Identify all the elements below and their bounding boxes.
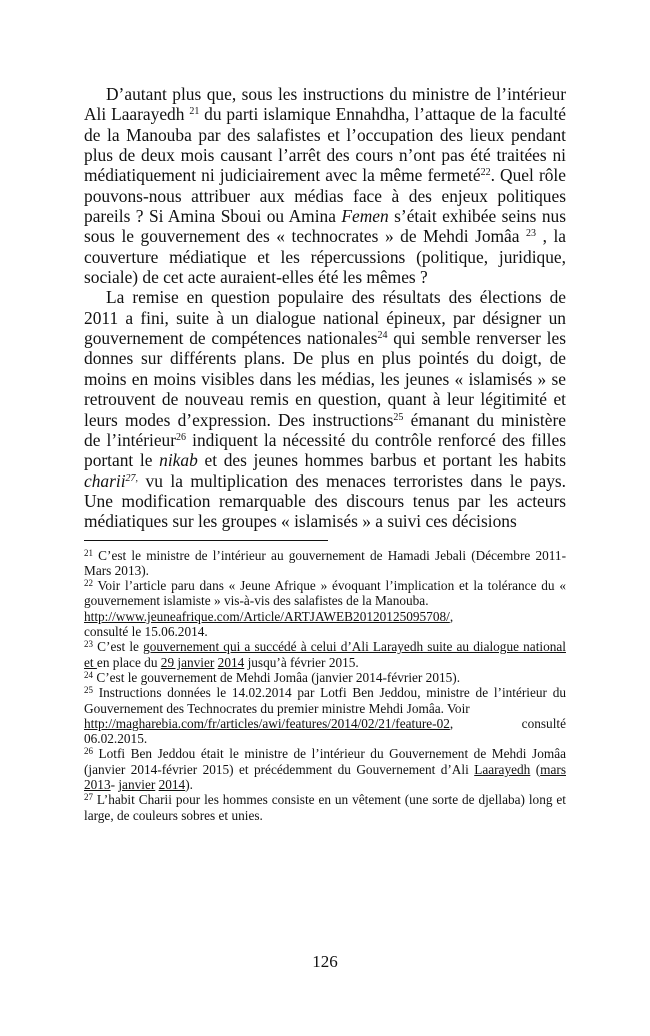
footnote-ref-comma: , bbox=[135, 472, 139, 484]
italic-term: nikab bbox=[159, 450, 198, 471]
footnote-text: Lotfi Ben Jeddou était le ministre de l’intérieur du Gouvernement de Mehdi Jomâa (janvier 2014-février 2015) et précédemment du Gouvernement d’Ali bbox=[84, 746, 566, 777]
paragraph-text: émanant du ministère de l’intérieur bbox=[84, 409, 566, 450]
footnote-text: en place du bbox=[96, 654, 161, 670]
footnote-hyperlink-text[interactable]: janvier bbox=[118, 777, 156, 793]
footnote-21 bbox=[84, 548, 566, 579]
footnotes bbox=[84, 548, 566, 823]
footnote-ref: 24 bbox=[377, 330, 388, 342]
footnote-27 bbox=[84, 792, 566, 823]
paragraph-text: . Quel rôle pouvons-nous attribuer aux médias face à des enjeux politiques pareils ? Si Amina Sboui ou Amina bbox=[84, 165, 566, 227]
footnote-text: Instructions données le 14.02.2014 par Lotfi Ben Jeddou, ministre de l’intérieur du Gouvernement des Technocrates du premier ministre Mehdi Jomâa. Voir bbox=[84, 685, 566, 716]
footnote-text: ( bbox=[530, 761, 541, 777]
footnote-number: 22 bbox=[84, 578, 93, 589]
footnote-26 bbox=[84, 746, 566, 792]
footnote-24 bbox=[84, 670, 566, 685]
body-text bbox=[84, 84, 566, 532]
footnote-link[interactable]: http://magharebia.com/fr/articles/awi/features/2014/02/21/feature-02 bbox=[84, 715, 450, 731]
italic-term: charii bbox=[84, 470, 126, 491]
footnote-hyperlink-text[interactable]: Laarayedh bbox=[474, 761, 531, 777]
paragraph-text: vu la multiplication des menaces terroristes dans le pays. Une modification remarquable des discours tenus par les acteurs médiatiques sur les groupes « islamisés » a suivi ces décisions bbox=[84, 470, 566, 532]
footnote-text: L’habit Charii pour les hommes consiste en un vêtement (une sorte de djellaba) long et large, de couleurs sobres et unies. bbox=[84, 792, 566, 823]
footnote-22 bbox=[84, 578, 566, 639]
footnote-ref: 22 bbox=[480, 167, 491, 179]
paragraph-text: indiquent la nécessité du contrôle renforcé des filles portant le bbox=[84, 429, 566, 471]
page-number: 126 bbox=[312, 952, 338, 971]
footnote-hyperlink-text[interactable]: 29 janvier bbox=[160, 654, 215, 670]
paragraph-text: qui semble renverser les donnes sur différents plans. De plus en plus pointés du doigt, de moins en moins visibles dans les médias, les jeunes « islamisés » se retrouvent de nouveau remis en question, quant à leur légitimité et leurs modes d’expression. Des instructions bbox=[84, 328, 566, 430]
footnote-number: 27 bbox=[84, 792, 93, 803]
footnote-text: , bbox=[449, 608, 454, 624]
page-content bbox=[84, 84, 566, 823]
footnote-text: Voir l’article paru dans « Jeune Afrique » évoquant l’implication et la tolérance du « gouvernement islamiste » vis-à-vis des salafistes de la Manouba. bbox=[84, 578, 566, 609]
paragraph-text: du parti islamique Ennahdha, l’attaque de la faculté de la Manouba par des salafistes et l’occupation des lieux pendant plus de deux mois causant l’arrêt des cours n’ont pas été traitées ni médiatiquement ni judiciairement avec la même fermeté bbox=[84, 104, 566, 186]
paragraph-text: s’était exhibée seins nus sous le gouvernement des « technocrates » de Mehdi Jomâa bbox=[84, 206, 566, 247]
footnote-25 bbox=[84, 685, 566, 746]
footnote-ref: 26 bbox=[176, 431, 187, 443]
footnote-23 bbox=[84, 639, 566, 670]
footnote-hyperlink-text[interactable]: mars bbox=[540, 761, 566, 777]
paragraph-1 bbox=[84, 84, 566, 287]
footnote-hyperlink-text[interactable]: 2014 bbox=[217, 654, 245, 670]
footnote-ref-number: 27 bbox=[125, 472, 136, 484]
footnote-ref: 23 bbox=[526, 228, 537, 240]
footnote-number: 23 bbox=[84, 639, 93, 650]
footnote-ref: 25 bbox=[393, 411, 404, 423]
footnote-number: 25 bbox=[84, 685, 93, 696]
footnote-text: C’est le ministre de l’intérieur au gouvernement de Hamadi Jebali (Décembre 2011-Mars 2013). bbox=[84, 547, 566, 578]
footnote-text: jusqu’à février 2015. bbox=[244, 654, 359, 670]
footnote-text: C’est le gouvernement de Mehdi Jomâa (janvier 2014-février 2015). bbox=[93, 669, 461, 685]
footnote-separator bbox=[84, 540, 328, 541]
italic-term: Femen bbox=[341, 206, 389, 227]
footnote-number: 21 bbox=[84, 547, 93, 558]
paragraph-text: , la couverture médiatique et les répercussions (politique, juridique, sociale) de cet acte auraient-elles été les mêmes ? bbox=[84, 226, 566, 288]
footnote-link[interactable]: http://www.jeuneafrique.com/Article/ARTJAWEB20120125095708/ bbox=[84, 608, 450, 624]
footnote-number: 26 bbox=[84, 746, 93, 757]
footnote-text: ). bbox=[185, 777, 193, 793]
footnote-hyperlink-text[interactable]: 2014 bbox=[158, 777, 186, 793]
paragraph-2 bbox=[84, 287, 566, 531]
footnote-hyperlink-text[interactable]: 2013 bbox=[84, 777, 111, 793]
footnote-text: - bbox=[110, 777, 119, 793]
paragraph-text: et des jeunes hommes barbus et portant les habits bbox=[197, 450, 566, 471]
footnote-hyperlink-text[interactable]: gouvernement qui a succédé à celui d’Ali Larayedh suite au dialogue national et bbox=[84, 639, 566, 670]
footnote-number: 24 bbox=[84, 669, 93, 680]
footnote-text: C’est le bbox=[93, 639, 144, 655]
paragraph-text: La remise en question populaire des résultats des élections de 2011 a fini, suite à un dialogue national épineux, par désigner un gouvernement de compétences nationales bbox=[84, 287, 566, 349]
footnote-text: consulté le 15.06.2014. bbox=[84, 624, 208, 640]
footnote-ref: 21 bbox=[189, 106, 200, 118]
footnote-text: , consulté 06.02.2015. bbox=[84, 715, 566, 747]
paragraph-text: D’autant plus que, sous les instructions du ministre de l’intérieur Ali Laarayedh bbox=[84, 84, 566, 125]
footnote-ref bbox=[126, 473, 139, 484]
